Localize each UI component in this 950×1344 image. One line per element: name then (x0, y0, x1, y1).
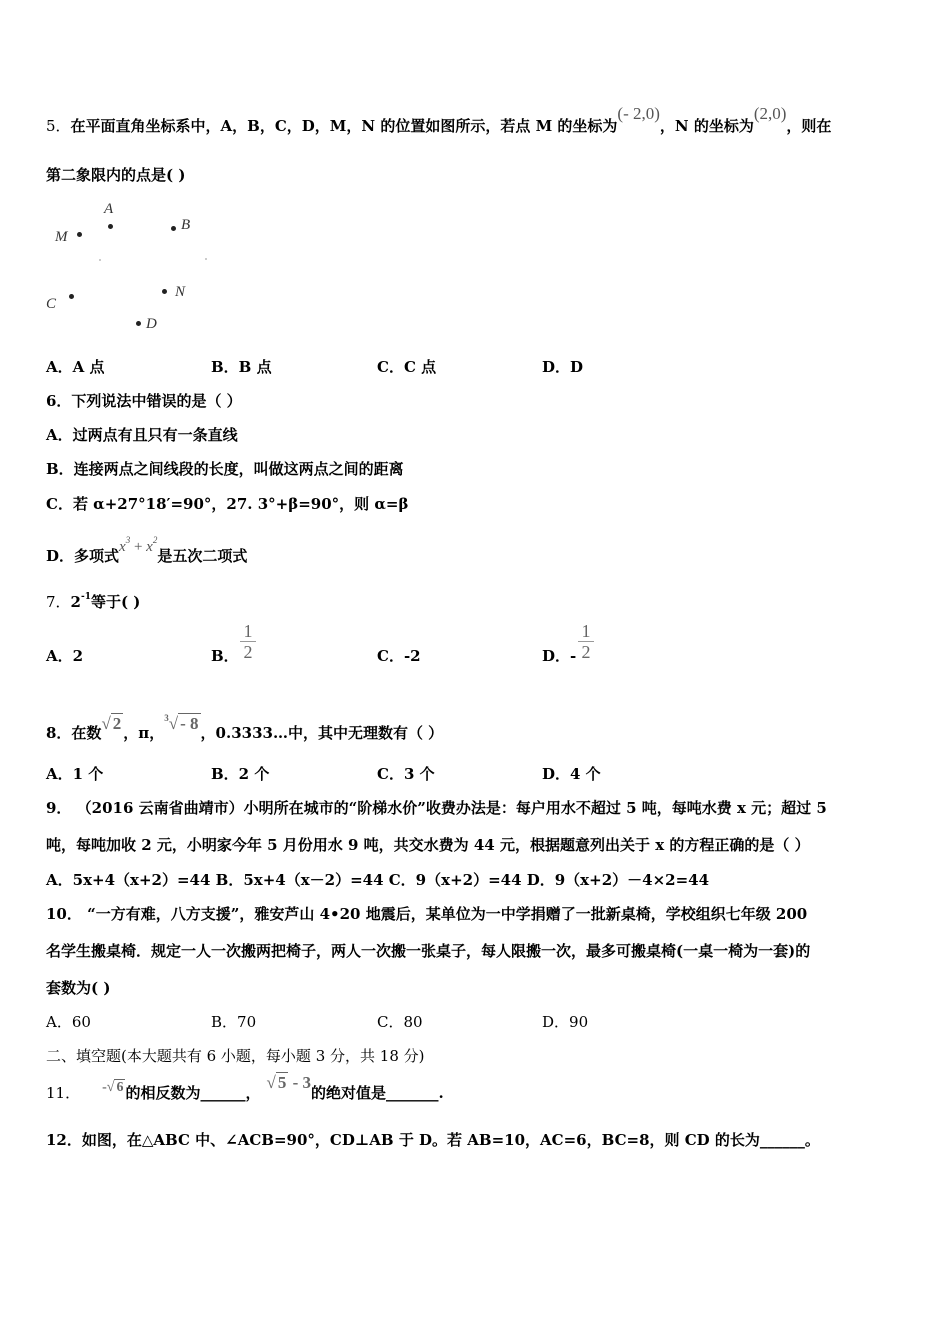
minus-3: - 3 (288, 1073, 311, 1092)
q10-line3: 套数为( ) (46, 979, 111, 997)
q7-stem (46, 587, 140, 612)
n-coordinate: (2,0) (753, 104, 787, 123)
point-label-d: D (146, 316, 157, 332)
origin-speck (99, 259, 101, 261)
fraction-numerator: 1 (243, 621, 253, 641)
neg-sign: - (102, 1080, 107, 1095)
q7-option-a[interactable]: A．2 (46, 647, 84, 665)
point-c-dot (69, 294, 74, 299)
q7-rest: 等于( ) (90, 593, 141, 611)
cbrt-radicand: - 8 (180, 714, 199, 733)
point-label-c: C (46, 296, 57, 312)
q10-line2: 名学生搬桌椅．规定一人一次搬两把椅子，两人一次搬一张桌子，每人限搬一次，最多可搬桌椅(一桌一椅为一套)的 (46, 942, 811, 960)
q6-option-b[interactable]: B．连接两点之间线段的长度，叫做这两点之间的距离 (46, 460, 404, 478)
q12-stem: 12．如图，在△ABC 中、∠ACB=90°，CD⊥AB 于 D。若 AB=10，AC=6，BC=8，则 CD 的长为______。 (46, 1131, 820, 1149)
poly-x2: x (146, 539, 153, 555)
q5-option-b[interactable]: B．B 点 (211, 358, 272, 376)
q10-option-b[interactable]: B．70 (211, 1013, 257, 1031)
q5-text-c: ，则在 (786, 117, 832, 135)
point-a-dot (108, 224, 113, 229)
q7-number: 7． (46, 593, 71, 611)
poly-exp2: 2 (152, 535, 158, 545)
q6-d-suffix: 是五次二项式 (157, 547, 248, 565)
point-m-dot (77, 232, 82, 237)
q8-option-b[interactable]: B．2 个 (211, 765, 270, 783)
q6-option-a[interactable]: A．过两点有且只有一条直线 (46, 426, 238, 444)
point-d-dot (136, 321, 141, 326)
fraction-denominator: 2 (240, 641, 256, 662)
q7-option-d-fraction (578, 621, 594, 662)
q11-mid: 的相反数为______， (125, 1084, 261, 1102)
q7-option-b[interactable]: B． (211, 647, 239, 665)
q9-line2: 吨，每吨加收 2 元，小明家今年 5 月份用水 9 吨，共交水费为 44 元，根据题意列出关于 x 的方程正确的是（ ） (46, 836, 810, 854)
point-label-m: M (55, 229, 68, 245)
axis-speck (205, 258, 207, 260)
q10-option-d[interactable]: D．90 (542, 1013, 589, 1031)
q10-option-c[interactable]: C．80 (377, 1013, 423, 1031)
q5-line1 (46, 104, 832, 136)
point-label-b: B (181, 217, 191, 233)
point-label-n: N (175, 284, 186, 300)
cbrt-neg-8: $^3$√ - 8 (164, 713, 199, 733)
sqrt-6-radicand: 6 (116, 1080, 124, 1095)
poly-exp1: 3 (125, 535, 131, 545)
q6-option-c[interactable]: C．若 α+27°18′=90°，27. 3°+β=90°，则 α=β (46, 495, 409, 513)
q5-text-a: 在平面直角坐标系中，A，B，C，D，M，N 的位置如图所示，若点 M 的坐标为 (70, 117, 618, 135)
sqrt-2: √ 2 (101, 714, 122, 733)
point-b-dot (171, 226, 176, 231)
fraction-denominator: 2 (578, 641, 594, 662)
q11-number: 11． (46, 1084, 81, 1102)
sqrt5-minus-3: √ 5 - 3 (266, 1073, 311, 1092)
polynomial (119, 535, 158, 555)
neg-sqrt-6: -√ 6 (102, 1080, 124, 1095)
q10-option-a[interactable]: A．60 (46, 1013, 91, 1031)
q7-base: 2 (70, 593, 81, 611)
q7-option-d[interactable]: D．- (542, 647, 577, 665)
q7-exponent: -1 (80, 592, 91, 602)
q7-option-b-fraction (240, 621, 256, 662)
q10-line1: 10． “一方有难，八方支援”，雅安芦山 4•20 地震后，某单位为一中学捐赠了一批新桌椅，学校组织七年级 200 (46, 905, 808, 923)
q8-stem (46, 713, 444, 743)
section-heading: 二、填空题(本大题共有 6 小题，每小题 3 分，共 18 分) (46, 1047, 425, 1065)
poly-plus: + (130, 539, 147, 555)
q5-line2: 第二象限内的点是( ) (46, 166, 186, 184)
q5-text-b: ，N 的坐标为 (659, 117, 754, 135)
q9-options[interactable]: A．5x+4（x+2）=44 B．5x+4（x－2）=44 C．9（x+2）=44 D．9（x+2）－4×2=44 (46, 871, 710, 889)
q8-option-c[interactable]: C．3 个 (377, 765, 435, 783)
q11-stem (46, 1073, 444, 1105)
sqrt-5-radicand: 5 (277, 1073, 287, 1092)
point-n-dot (162, 289, 167, 294)
q9-line1: 9． （2016 云南省曲靖市）小明所在城市的“阶梯水价”收费办法是：每户用水不超过 5 吨，每吨水费 x 元；超过 5 (46, 799, 827, 817)
poly-x1: x (119, 539, 126, 555)
q8-prefix: 8．在数 (46, 724, 102, 742)
q6-d-prefix: D．多项式 (46, 547, 120, 565)
q6-stem: 6．下列说法中错误的是（ ） (46, 392, 242, 410)
point-label-a: A (104, 201, 114, 217)
sqrt-2-radicand: 2 (112, 714, 122, 733)
fraction-numerator: 1 (581, 621, 591, 641)
m-coordinate: (- 2,0) (617, 104, 660, 123)
q5-option-c[interactable]: C．C 点 (377, 358, 437, 376)
q6-option-d[interactable] (46, 535, 248, 567)
cbrt-index: 3 (164, 713, 169, 723)
q8-option-d[interactable]: D．4 个 (542, 765, 601, 783)
q8-mid: ，π， (123, 724, 165, 742)
q11-suffix: 的绝对值是_______. (310, 1084, 444, 1102)
q8-suffix: ，0.3333…中，其中无理数有（ ） (200, 724, 444, 742)
q5-option-d[interactable]: D．D (542, 358, 584, 376)
q5-option-a[interactable]: A．A 点 (46, 358, 105, 376)
q5-number: 5． (46, 117, 71, 135)
q7-option-c[interactable]: C．-2 (377, 647, 421, 665)
q8-option-a[interactable]: A．1 个 (46, 765, 104, 783)
